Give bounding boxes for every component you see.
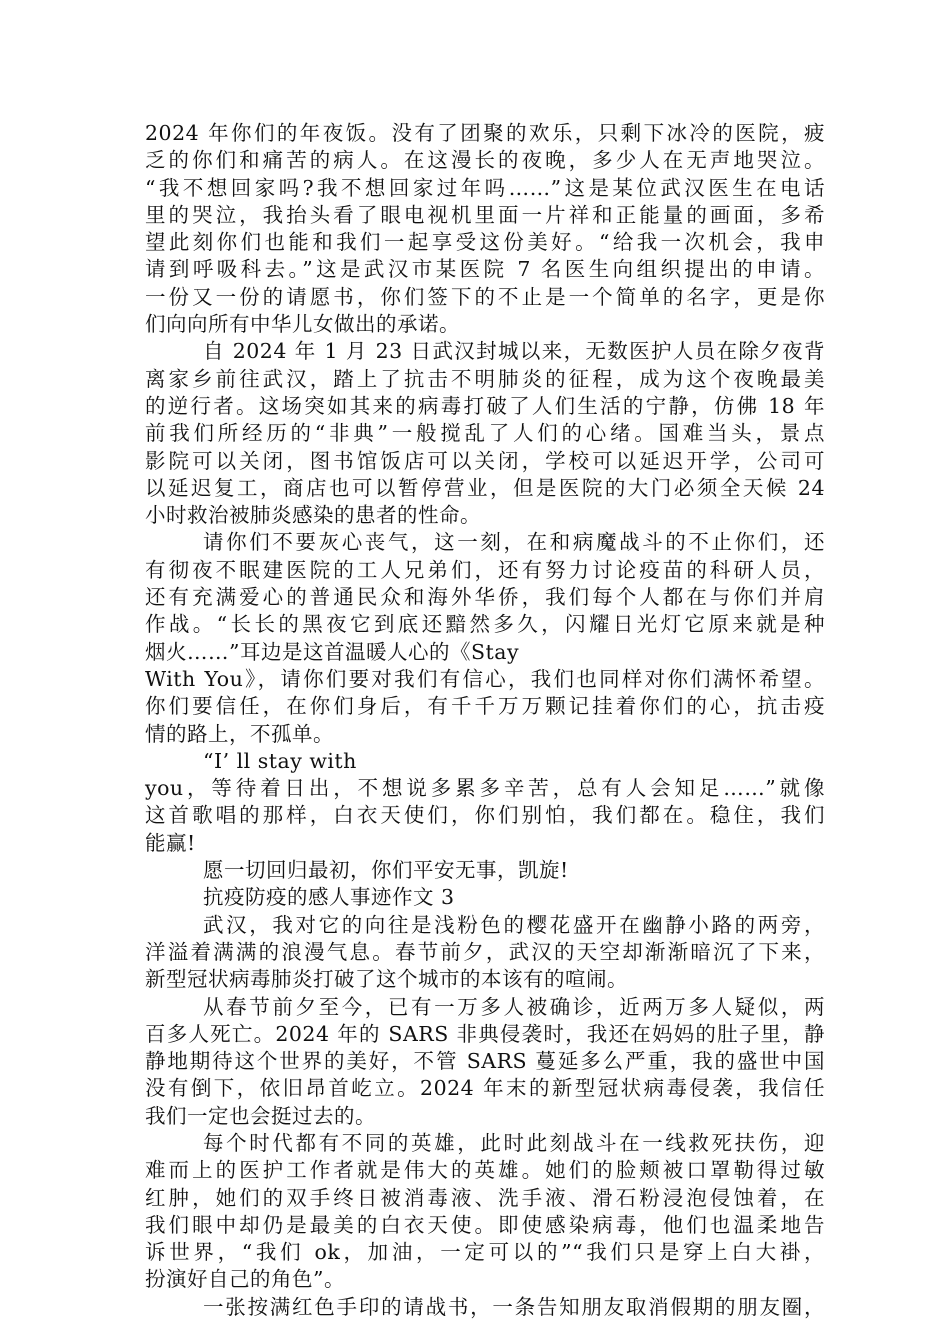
paragraph-start-line: 武汉，我对它的向往是浅粉色的樱花盛开在幽静小路的两旁， <box>203 912 825 937</box>
text-line: 作战。“长长的黑夜它到底还黯然多久，闪耀日光灯它原来就是种 <box>145 612 825 637</box>
text-line: you，等待着日出，不想说多累多辛苦，总有人会知足……”就像 <box>145 776 825 801</box>
text-line: 离家乡前往武汉，踏上了抗击不明肺炎的征程，成为这个夜晚最美 <box>145 366 825 391</box>
text-line: 这首歌唱的那样，白衣天使们，你们别怕，我们都在。稳住，我们 <box>145 803 825 828</box>
text-line: 以延迟复工，商店也可以暂停营业，但是医院的大门必须全天候 24 <box>145 475 825 500</box>
text-line: 我们眼中却仍是最美的白衣天使。即使感染病毒，他们也温柔地告 <box>145 1212 825 1237</box>
paragraph-start-line: 一张按满红色手印的请战书，一条告知朋友取消假期的朋友圈， <box>203 1294 825 1319</box>
text-line: 难而上的医护工作者就是伟大的英雄。她们的脸颊被口罩勒得过敏 <box>145 1158 825 1183</box>
text-line: With You》，请你们要对我们有信心，我们也同样对你们满怀希望。 <box>145 666 825 691</box>
text-line: 没有倒下，依旧昂首屹立。2024 年末的新型冠状病毒侵袭，我信任 <box>145 1076 825 1101</box>
text-line: 情的路上，不孤单。 <box>145 721 334 746</box>
text-line: 洋溢着满满的浪漫气息。春节前夕，武汉的天空却渐渐暗沉了下来， <box>145 939 825 964</box>
text-line: 诉世界，“我们 ok，加油，一定可以的”“我们只是穿上白大褂， <box>145 1240 825 1265</box>
paragraph-start-line: 从春节前夕至今，已有一万多人被确诊，近两万多人疑似，两 <box>203 994 825 1019</box>
text-line: 小时救治被肺炎感染的患者的性命。 <box>145 503 481 528</box>
paragraph-start-line: 愿一切回归最初，你们平安无事，凯旋! <box>203 858 569 883</box>
text-line: 一份又一份的请愿书，你们签下的不止是一个简单的名字，更是你 <box>145 284 825 309</box>
paragraph-start-line: 请你们不要灰心丧气，这一刻，在和病魔战斗的不止你们，还 <box>203 530 825 555</box>
text-line: 能赢! <box>145 830 196 855</box>
text-line: 乏的你们和痛苦的病人。在这漫长的夜晚，多少人在无声地哭泣。 <box>145 148 825 173</box>
text-line: 前我们所经历的“非典”一般搅乱了人们的心绪。国难当头，景点 <box>145 421 825 446</box>
text-line: “我不想回家吗?我不想回家过年吗……”这是某位武汉医生在电话 <box>145 175 825 200</box>
text-line: 烟火……”耳边是这首温暖人心的《Stay <box>145 639 520 664</box>
text-line: 们向向所有中华儿女做出的承诺。 <box>145 312 460 337</box>
paragraph-start-line: 自 2024 年 1 月 23 日武汉封城以来，无数医护人员在除夕夜背 <box>203 339 825 364</box>
text-line: 百多人死亡。2024 年的 SARS 非典侵袭时，我还在妈妈的肚子里，静 <box>145 1021 825 1046</box>
text-line: 我们一定也会挺过去的。 <box>145 1103 376 1128</box>
section-heading: 抗疫防疫的感人事迹作文 3 <box>203 885 455 910</box>
text-line: 有彻夜不眠建医院的工人兄弟们，还有努力讨论疫苗的科研人员， <box>145 557 825 582</box>
text-line: 影院可以关闭，图书馆饭店可以关闭，学校可以延迟开学，公司可 <box>145 448 825 473</box>
text-line: 里的哭泣，我抬头看了眼电视机里面一片祥和正能量的画面，多希 <box>145 202 825 227</box>
text-line: 你们要信任，在你们身后，有千千万万颗记挂着你们的心，抗击疫 <box>145 694 825 719</box>
text-line: 的逆行者。这场突如其来的病毒打破了人们生活的宁静，仿佛 18 年 <box>145 393 825 418</box>
paragraph-start-line: 每个时代都有不同的英雄，此时此刻战斗在一线救死扶伤，迎 <box>203 1130 825 1155</box>
text-line: 请到呼吸科去。”这是武汉市某医院 7 名医生向组织提出的申请。 <box>145 257 825 282</box>
essay-body <box>145 120 825 1321</box>
paragraph-start-line: “I’ ll stay with <box>203 748 357 773</box>
text-line: 扮演好自己的角色”。 <box>145 1267 345 1292</box>
text-line: 还有充满爱心的普通民众和海外华侨，我们每个人都在与你们并肩 <box>145 585 825 610</box>
text-line: 红肿，她们的双手终日被消毒液、洗手液、滑石粉浸泡侵蚀着，在 <box>145 1185 825 1210</box>
text-line: 新型冠状病毒肺炎打破了这个城市的本该有的喧闹。 <box>145 967 628 992</box>
text-line: 静地期待这个世界的美好，不管 SARS 蔓延多么严重，我的盛世中国 <box>145 1049 825 1074</box>
text-line: 望此刻你们也能和我们一起享受这份美好。“给我一次机会，我申 <box>145 230 825 255</box>
text-line: 2024 年你们的年夜饭。没有了团聚的欢乐，只剩下冰冷的医院，疲 <box>145 121 825 145</box>
